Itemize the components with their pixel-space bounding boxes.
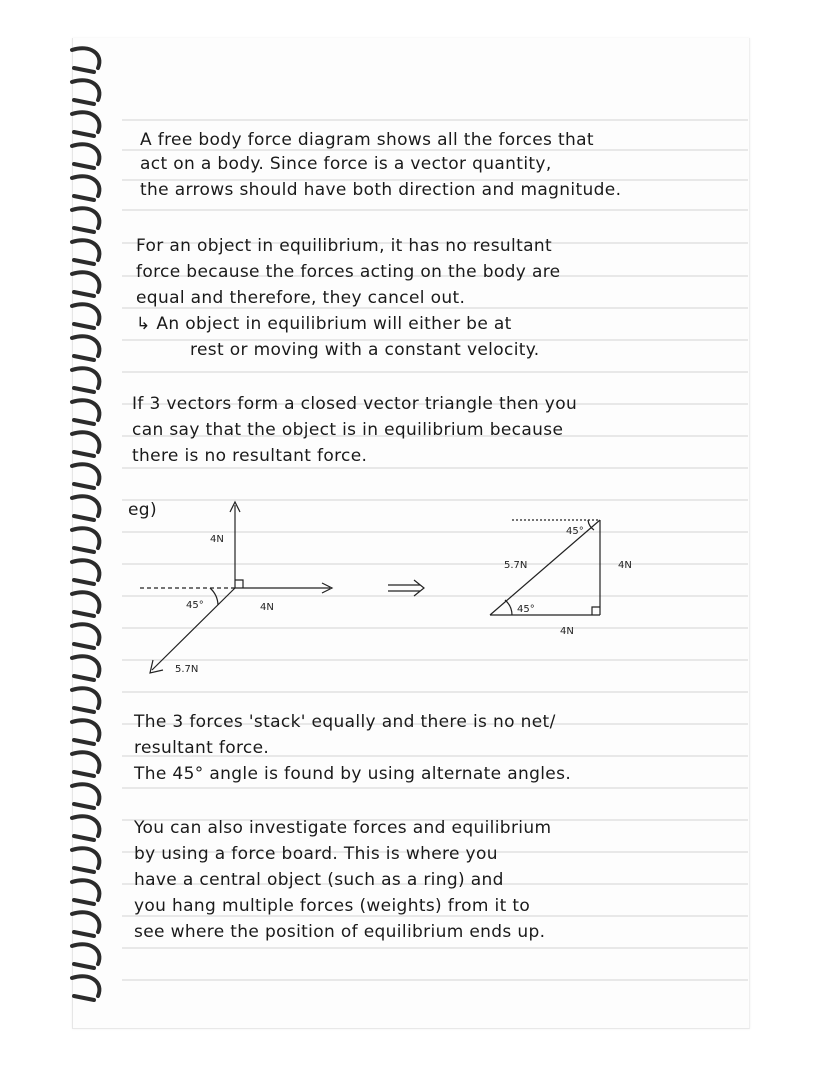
note-line: can say that the object is in equilibrium because: [132, 420, 564, 440]
note-line: the arrows should have both direction and magnitude.: [140, 180, 622, 200]
note-line: act on a body. Since force is a vector quantity,: [140, 154, 552, 174]
note-line: A free body force diagram shows all the forces that: [140, 130, 594, 150]
example-label: eg): [128, 500, 157, 520]
note-line: equal and therefore, they cancel out.: [136, 288, 466, 308]
note-line: have a central object (such as a ring) and: [134, 870, 504, 890]
note-line: there is no resultant force.: [132, 446, 368, 466]
spiral-binding: [64, 38, 114, 1028]
tri-base-label: 4N: [560, 626, 574, 637]
note-line: ↳ An object in equilibrium will either be at: [136, 314, 512, 334]
note-line: by using a force board. This is where you: [134, 844, 498, 864]
diag-force-label: 5.7N: [175, 664, 199, 675]
tri-top-angle-label: 45°: [566, 526, 584, 537]
note-line: For an object in equilibrium, it has no resultant: [136, 236, 553, 256]
up-force-label: 4N: [210, 534, 224, 545]
note-line: you hang multiple forces (weights) from it to: [134, 896, 531, 916]
tri-vert-label: 4N: [618, 560, 632, 571]
note-line: resultant force.: [134, 738, 270, 758]
left-angle-label: 45°: [186, 600, 204, 611]
note-line: force because the forces acting on the body are: [136, 262, 561, 282]
tri-hyp-label: 5.7N: [504, 560, 528, 571]
note-line: The 45° angle is found by using alternate angles.: [134, 764, 572, 784]
note-line: see where the position of equilibrium ends up.: [134, 922, 546, 942]
note-line: You can also investigate forces and equilibrium: [134, 818, 552, 838]
note-line: The 3 forces 'stack' equally and there is no net/: [134, 712, 556, 732]
note-line: rest or moving with a constant velocity.: [190, 340, 540, 360]
free-body-diagram: [120, 490, 640, 690]
diag-arrowhead: [150, 660, 163, 673]
note-line: If 3 vectors form a closed vector triangle then you: [132, 394, 578, 414]
tri-bottom-angle-label: 45°: [517, 604, 535, 615]
right-force-label: 4N: [260, 602, 274, 613]
